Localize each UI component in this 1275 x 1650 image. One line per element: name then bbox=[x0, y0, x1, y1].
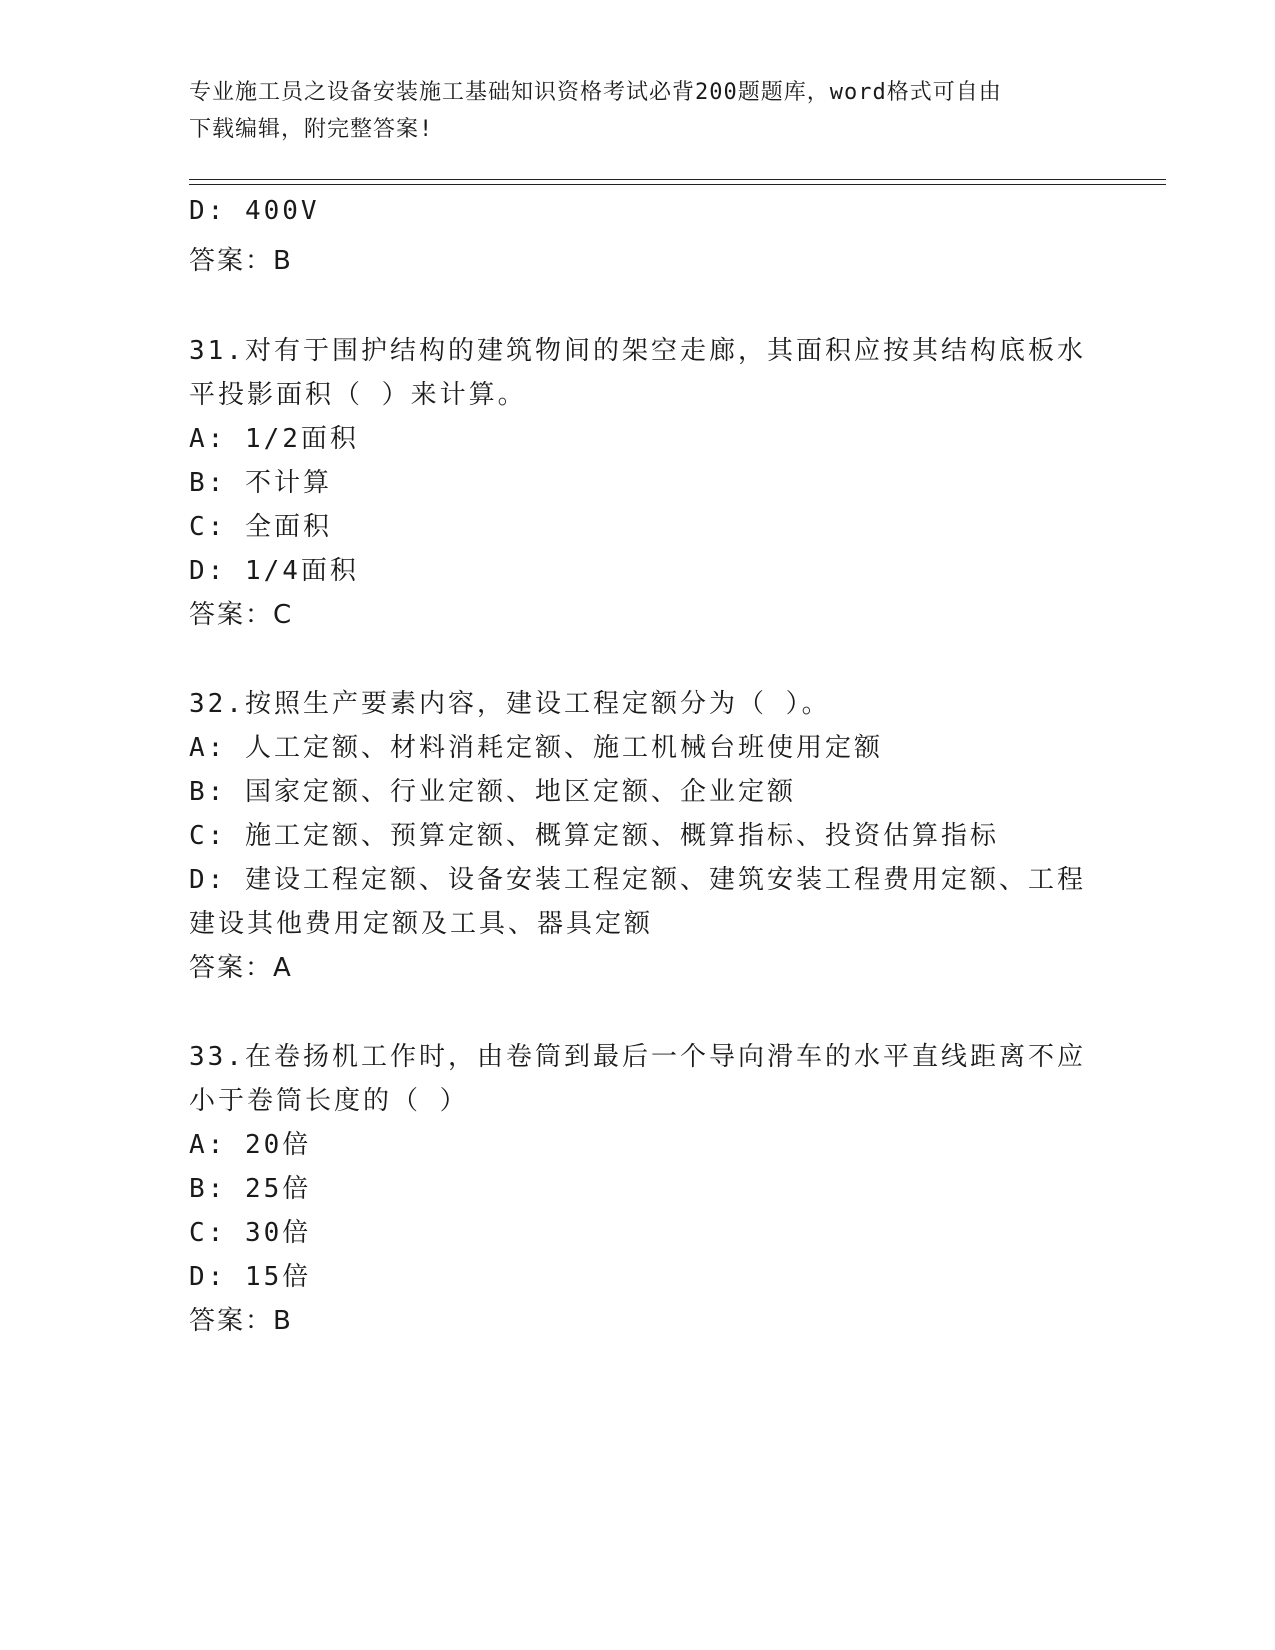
q33-stem-line-1: 33.在卷扬机工作时，由卷筒到最后一个导向滑车的水平直线距离不应 bbox=[189, 1042, 1086, 1072]
q32-option-d-line-1: D: 建设工程定额、设备安装工程定额、建筑安装工程费用定额、工程 bbox=[189, 865, 1086, 895]
q32-answer: 答案：A bbox=[189, 953, 293, 983]
header-divider-top bbox=[189, 179, 1166, 180]
q33-option-c: C: 30倍 bbox=[189, 1218, 312, 1248]
header-divider-bottom bbox=[189, 184, 1166, 185]
q32-option-d-line-2: 建设其他费用定额及工具、器具定额 bbox=[189, 909, 654, 939]
q32-stem: 32.按照生产要素内容，建设工程定额分为（ ）。 bbox=[189, 689, 831, 719]
header-title-line-2: 下载编辑，附完整答案! bbox=[189, 117, 434, 142]
prev-answer: 答案：B bbox=[189, 246, 293, 276]
header-title-line-1: 专业施工员之设备安装施工基础知识资格考试必背200题题库，word格式可自由 bbox=[189, 80, 1002, 105]
q32-option-b: B: 国家定额、行业定额、地区定额、企业定额 bbox=[189, 777, 796, 807]
q31-stem-line-2: 平投影面积（ ）来计算。 bbox=[189, 380, 527, 410]
prev-option-d: D: 400V bbox=[189, 196, 320, 226]
q32-option-a: A: 人工定额、材料消耗定额、施工机械台班使用定额 bbox=[189, 733, 883, 763]
page-header bbox=[189, 74, 1089, 148]
q31-option-d: D: 1/4面积 bbox=[189, 556, 359, 586]
q33-option-d: D: 15倍 bbox=[189, 1262, 312, 1292]
q31-option-b: B: 不计算 bbox=[189, 468, 332, 498]
q31-answer: 答案：C bbox=[189, 600, 294, 630]
q31-option-c: C: 全面积 bbox=[189, 512, 332, 542]
q32-option-c: C: 施工定额、预算定额、概算定额、概算指标、投资估算指标 bbox=[189, 821, 999, 851]
q33-answer: 答案：B bbox=[189, 1306, 293, 1336]
q31-option-a: A: 1/2面积 bbox=[189, 424, 359, 454]
q31-stem-line-1: 31.对有于围护结构的建筑物间的架空走廊，其面积应按其结构底板水 bbox=[189, 336, 1086, 366]
q33-option-b: B: 25倍 bbox=[189, 1174, 312, 1204]
q33-option-a: A: 20倍 bbox=[189, 1130, 312, 1160]
q33-stem-line-2: 小于卷筒长度的（ ） bbox=[189, 1086, 469, 1116]
